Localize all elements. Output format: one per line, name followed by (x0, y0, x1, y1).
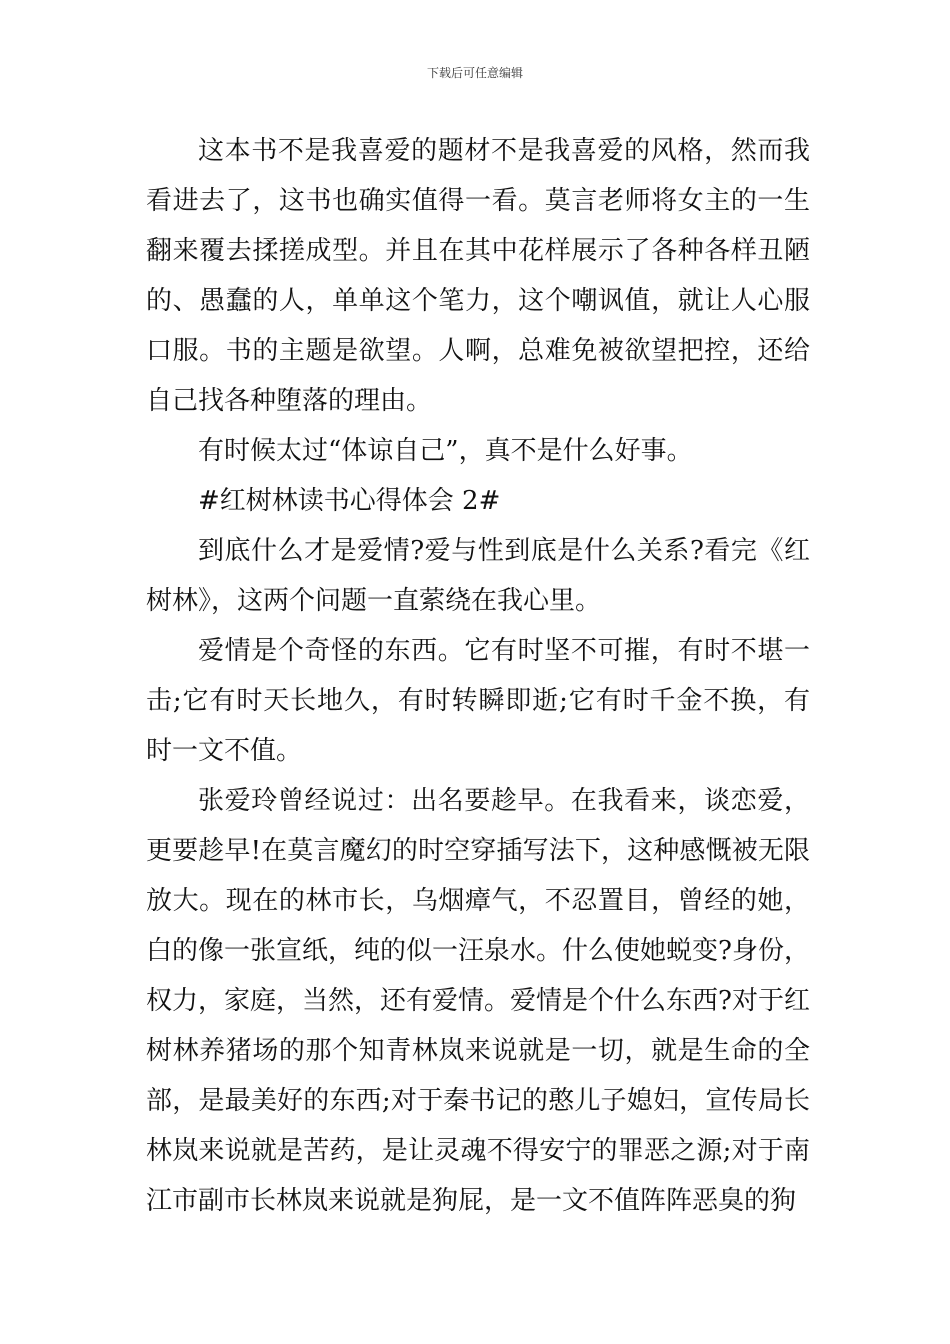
paragraph-1: 这本书不是我喜爱的题材不是我喜爱的风格，然而我看进去了，这书也确实值得一看。莫言老师将女主的一生翻来覆去揉搓成型。并且在其中花样展示了各种各样丑陋的、愚蠢的人，单单这个笔力，这个嘲讽值，就让人心服口服。书的主题是欲望。人啊，总难免被欲望把控，还给自己找各种堕落的理由。 (146, 136, 810, 416)
section-heading: #红树林读书心得体会 2# (198, 486, 501, 516)
paragraph-4: 爱情是个奇怪的东西。它有时坚不可摧，有时不堪一击;它有时天长地久，有时转瞬即逝;它有时千金不换，有时一文不值。 (146, 636, 810, 766)
paragraph-5: 张爱玲曾经说过：出名要趁早。在我看来，谈恋爱，更要趁早!在莫言魔幻的时空穿插写法下，这种感慨被无限放大。现在的林市长，乌烟瘴气，不忍置目，曾经的她，白的像一张宣纸，纯的似一汪泉水。什么使她蜕变?身份，权力，家庭，当然，还有爱情。爱情是个什么东西?对于红树林养猪场的那个知青林岚来说就是一切，就是生命的全部，是最美好的东西;对于秦书记的憨儿子媳妇，宣传局长林岚来说就是苦药，是让灵魂不得安宁的罪恶之源;对于南江市副市长林岚来说就是狗屁，是一文不值阵阵恶臭的狗 (146, 786, 810, 1216)
paragraph-2: 有时候太过“体谅自己”，真不是什么好事。 (198, 436, 693, 466)
page-header: 下载后可任意编辑 (426, 66, 523, 80)
document-body (146, 126, 810, 1226)
paragraph-3: 到底什么才是爱情?爱与性到底是什么关系?看完《红树林》，这两个问题一直萦绕在我心里。 (146, 536, 810, 616)
